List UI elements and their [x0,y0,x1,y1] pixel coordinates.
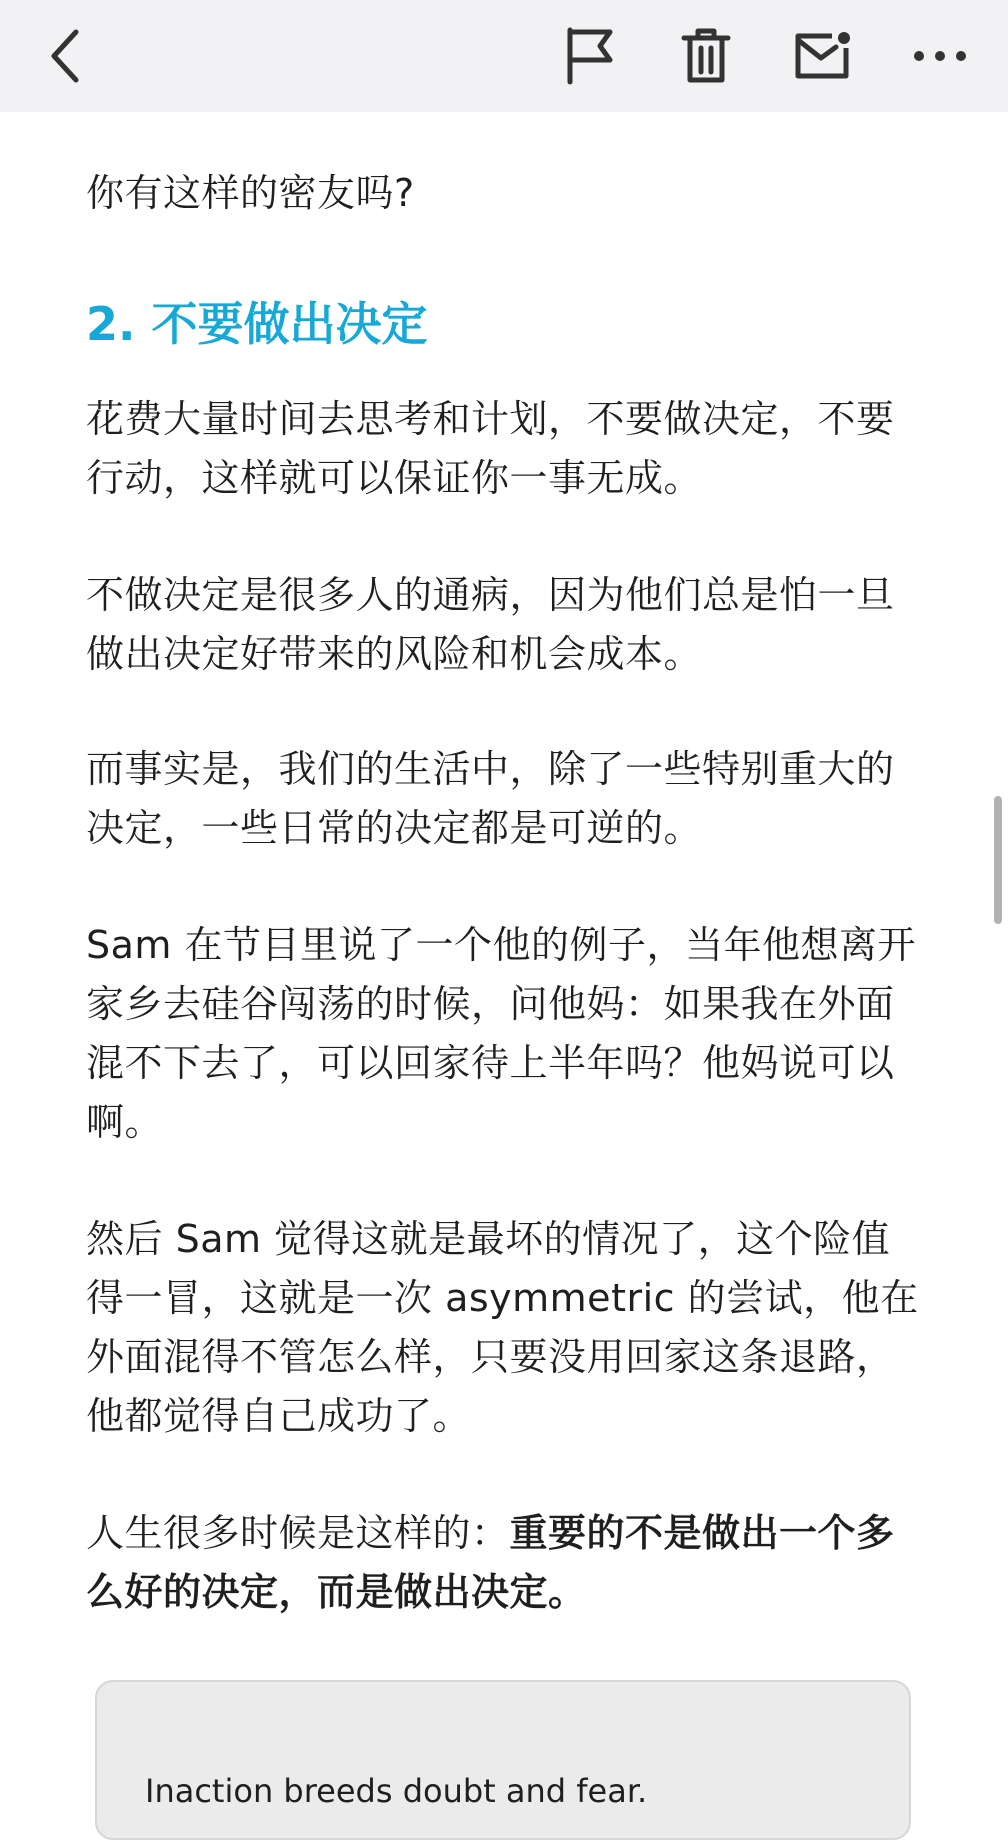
scrollbar-thumb[interactable] [994,796,1002,924]
more-button[interactable] [908,24,972,88]
quote-block [95,1680,911,1840]
top-toolbar [0,0,1008,112]
mail-dot-icon [792,30,852,82]
quote-text: Inaction breeds doubt and fear. [145,1772,648,1810]
paragraph-3: 而事实是，我们的生活中，除了一些特别重大的决定，一些日常的决定都是可逆的。 [86,747,895,850]
section-heading: 2. 不要做出决定 [86,297,428,351]
paragraph-5: 然后 Sam 觉得这就是最坏的情况了，这个险值得一冒，这就是一次 asymmetric 的尝试，他在外面混得不管怎么样，只要没用回家这条退路，他都觉得自己成功了。 [86,1217,919,1438]
delete-button[interactable] [674,24,738,88]
paragraph-4: Sam 在节目里说了一个他的例子，当年他想离开家乡去硅谷闯荡的时候，问他妈：如果我在外面混不下去了，可以回家待上半年吗？他妈说可以啊。 [86,923,917,1144]
back-button[interactable] [34,24,98,88]
paragraph-2: 不做决定是很多人的通病，因为他们总是怕一旦做出决定好带来的风险和机会成本。 [86,573,895,676]
paragraph-6-bold: 重要的不是做出一个多么好的决定，而是做出决定。 [86,1511,895,1614]
paragraph-1: 花费大量时间去思考和计划，不要做决定，不要行动，这样就可以保证你一事无成。 [86,397,895,500]
paragraph-6 [86,1504,926,1622]
paragraph-6-normal: 人生很多时候是这样的： [86,1511,510,1555]
paragraph-intro: 你有这样的密友吗? [86,171,415,215]
trash-icon [680,26,732,86]
chevron-left-icon [46,28,86,84]
mark-unread-button[interactable] [790,24,854,88]
flag-icon [564,26,616,86]
more-horizontal-icon [913,50,967,62]
flag-button[interactable] [558,24,622,88]
